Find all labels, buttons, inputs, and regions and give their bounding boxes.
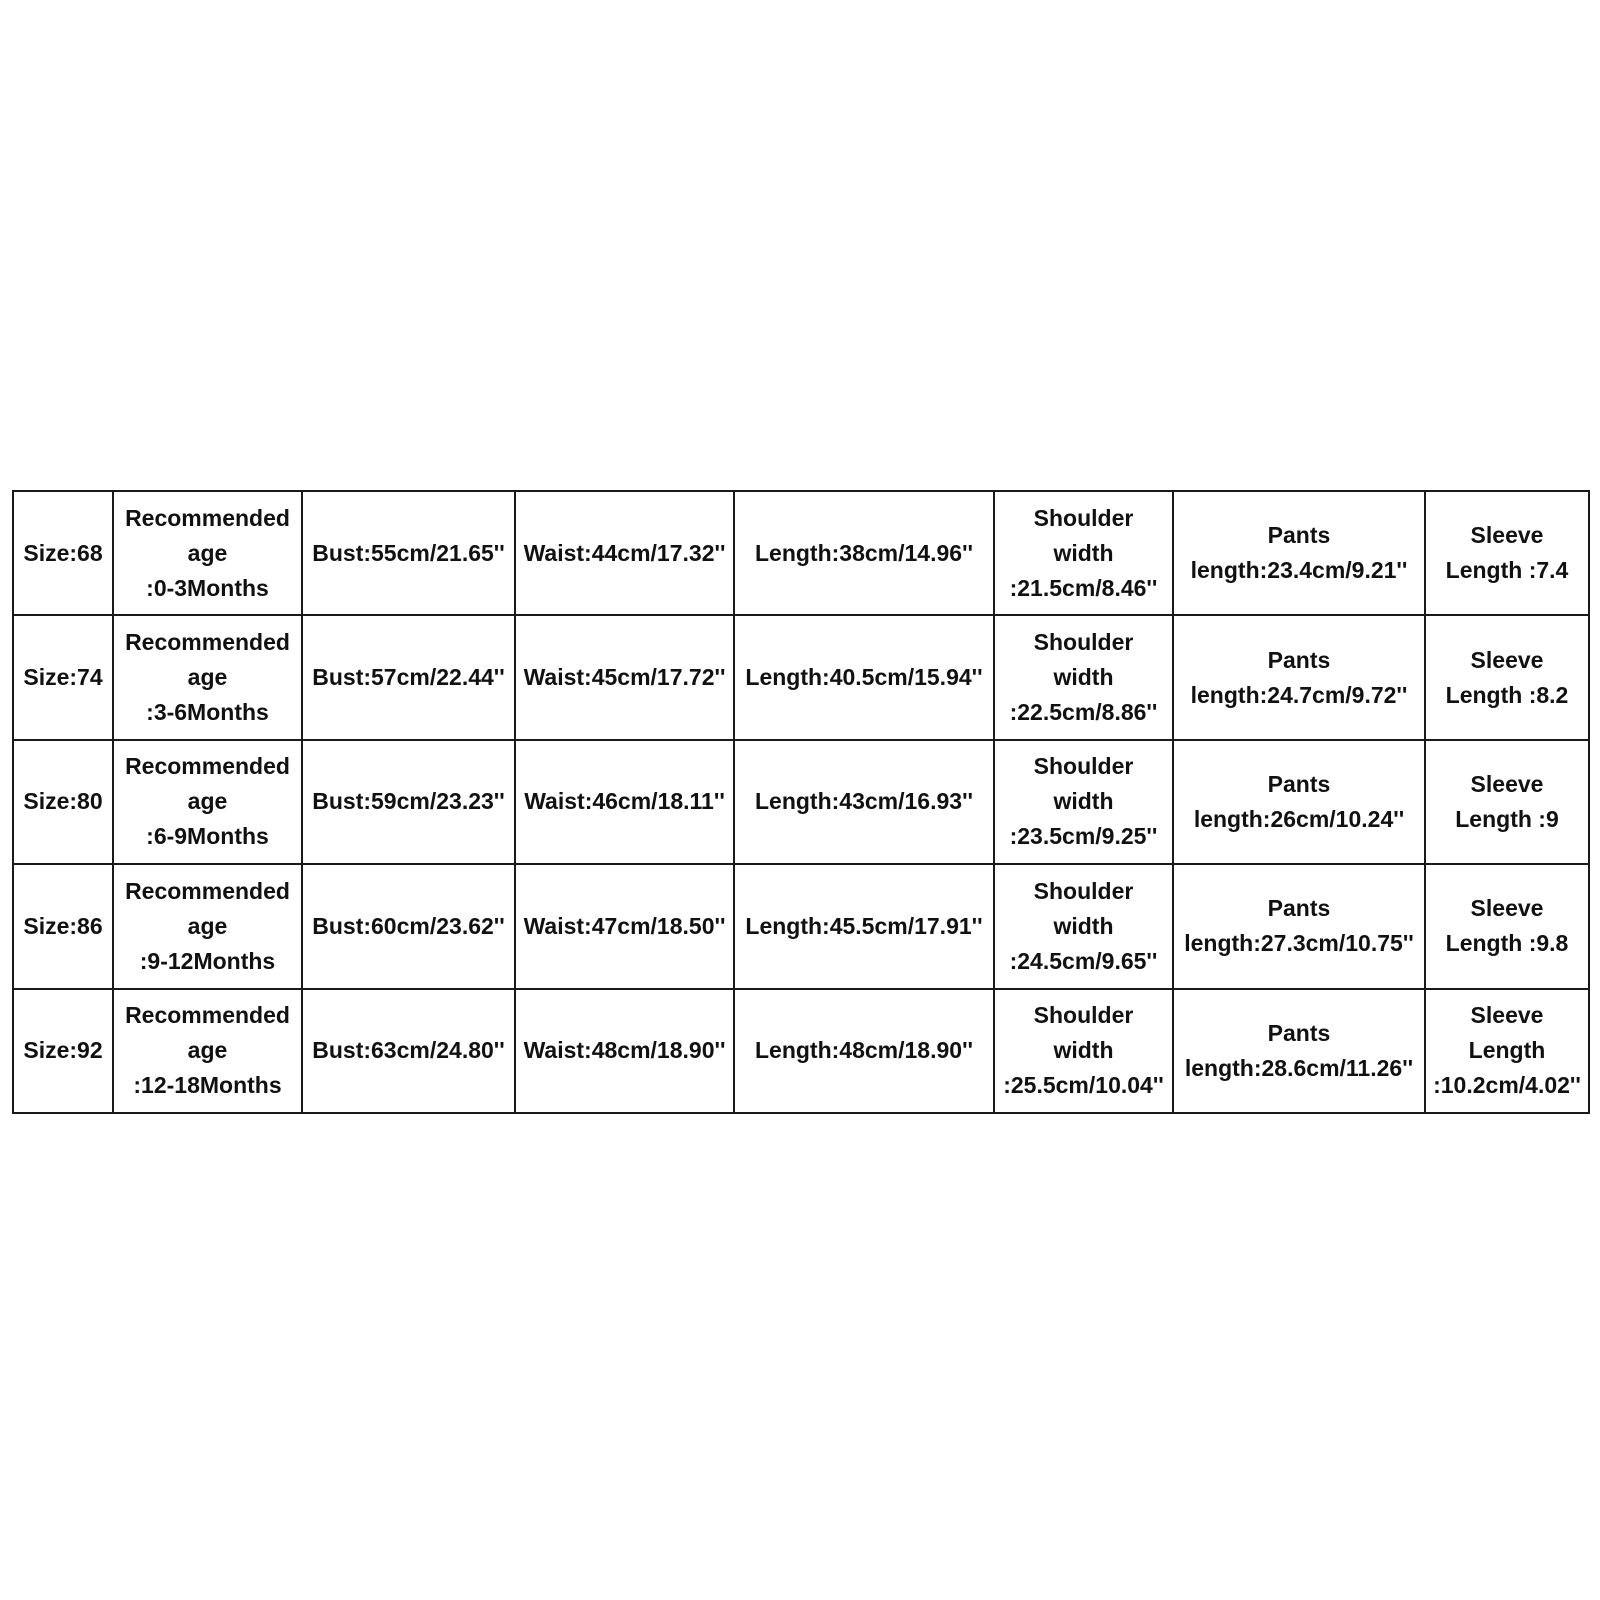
size-cell: Size:92: [13, 989, 113, 1113]
pants-length-cell-line: length:27.3cm/10.75'': [1184, 930, 1414, 957]
pants-length-cell-line: length:28.6cm/11.26'': [1184, 1054, 1414, 1081]
table-row: [13, 615, 1589, 739]
table-row: [13, 491, 1589, 615]
shoulder-width-cell-line: :23.5cm/9.25'': [1009, 823, 1158, 850]
pants-length-cell-line: Pants: [1267, 1019, 1331, 1046]
age-cell: [113, 491, 302, 615]
pants-length-cell-line: length:26cm/10.24'': [1193, 805, 1405, 832]
pants-length-cell-line: length:24.7cm/9.72'': [1190, 681, 1408, 708]
pants-length-cell-line: length:23.4cm/9.21'': [1190, 557, 1408, 584]
shoulder-width-cell-line: Shoulder: [1033, 753, 1134, 780]
waist-cell: Waist:46cm/18.11'': [515, 740, 734, 864]
sleeve-length-cell-line: Sleeve: [1470, 895, 1544, 922]
sleeve-length-cell-line: Sleeve: [1470, 522, 1544, 549]
bust-cell: Bust:55cm/21.65'': [302, 491, 515, 615]
shoulder-width-cell-line: :25.5cm/10.04'': [1003, 1072, 1164, 1099]
shoulder-width-cell: [994, 864, 1173, 988]
shoulder-width-cell-line: Shoulder: [1033, 629, 1134, 656]
age-cell-line: Recommended: [125, 877, 290, 904]
pants-length-cell: [1173, 740, 1425, 864]
sleeve-length-cell: [1425, 740, 1589, 864]
shoulder-width-cell: [994, 491, 1173, 615]
length-cell: Length:48cm/18.90'': [734, 989, 994, 1113]
pants-length-cell-line: Pants: [1267, 770, 1331, 797]
sleeve-length-cell: [1425, 989, 1589, 1113]
sleeve-length-cell-line: Length :8.2: [1445, 681, 1569, 708]
age-cell: [113, 740, 302, 864]
size-chart-table: [12, 490, 1590, 1114]
bust-cell: Bust:57cm/22.44'': [302, 615, 515, 739]
pants-length-cell: [1173, 491, 1425, 615]
age-cell-line: Recommended: [125, 504, 290, 531]
table-row: [13, 989, 1589, 1113]
shoulder-width-cell-line: width: [1053, 664, 1114, 691]
age-cell-line: age: [187, 539, 228, 566]
sleeve-length-cell-line: Length: [1468, 1037, 1546, 1064]
size-cell: Size:68: [13, 491, 113, 615]
pants-length-cell-line: Pants: [1267, 646, 1331, 673]
shoulder-width-cell: [994, 989, 1173, 1113]
size-cell: Size:86: [13, 864, 113, 988]
sleeve-length-cell: [1425, 864, 1589, 988]
length-cell: Length:43cm/16.93'': [734, 740, 994, 864]
waist-cell: Waist:45cm/17.72'': [515, 615, 734, 739]
length-cell: Length:40.5cm/15.94'': [734, 615, 994, 739]
length-cell: Length:38cm/14.96'': [734, 491, 994, 615]
age-cell-line: age: [187, 788, 228, 815]
pants-length-cell-line: Pants: [1267, 522, 1331, 549]
bust-cell: Bust:60cm/23.62'': [302, 864, 515, 988]
age-cell: [113, 615, 302, 739]
age-cell-line: Recommended: [125, 753, 290, 780]
table-row: [13, 740, 1589, 864]
sleeve-length-cell-line: Sleeve: [1470, 646, 1544, 673]
shoulder-width-cell-line: :21.5cm/8.46'': [1009, 574, 1158, 601]
shoulder-width-cell: [994, 615, 1173, 739]
age-cell-line: :0-3Months: [146, 574, 269, 601]
sleeve-length-cell-line: Length :9: [1455, 805, 1559, 832]
shoulder-width-cell-line: width: [1053, 788, 1114, 815]
age-cell-line: :12-18Months: [133, 1072, 282, 1099]
sleeve-length-cell-line: Length :9.8: [1445, 930, 1569, 957]
shoulder-width-cell-line: width: [1053, 1037, 1114, 1064]
shoulder-width-cell-line: Shoulder: [1033, 877, 1134, 904]
age-cell-line: Recommended: [125, 1002, 290, 1029]
age-cell: [113, 989, 302, 1113]
pants-length-cell: [1173, 615, 1425, 739]
shoulder-width-cell-line: Shoulder: [1033, 1002, 1134, 1029]
sleeve-length-cell: [1425, 615, 1589, 739]
size-cell: Size:80: [13, 740, 113, 864]
age-cell-line: :9-12Months: [139, 947, 276, 974]
age-cell-line: :3-6Months: [146, 699, 269, 726]
sleeve-length-cell-line: Sleeve: [1470, 1002, 1544, 1029]
length-cell: Length:45.5cm/17.91'': [734, 864, 994, 988]
shoulder-width-cell-line: width: [1053, 912, 1114, 939]
waist-cell: Waist:44cm/17.32'': [515, 491, 734, 615]
age-cell-line: age: [187, 1037, 228, 1064]
bust-cell: Bust:63cm/24.80'': [302, 989, 515, 1113]
shoulder-width-cell-line: :22.5cm/8.86'': [1009, 699, 1158, 726]
pants-length-cell: [1173, 989, 1425, 1113]
sleeve-length-cell-line: Sleeve: [1470, 770, 1544, 797]
age-cell-line: Recommended: [125, 629, 290, 656]
waist-cell: Waist:48cm/18.90'': [515, 989, 734, 1113]
age-cell-line: age: [187, 912, 228, 939]
table-row: [13, 864, 1589, 988]
sleeve-length-cell-line: Length :7.4: [1445, 557, 1569, 584]
age-cell: [113, 864, 302, 988]
pants-length-cell: [1173, 864, 1425, 988]
size-cell: Size:74: [13, 615, 113, 739]
pants-length-cell-line: Pants: [1267, 895, 1331, 922]
sleeve-length-cell-line: :10.2cm/4.02'': [1433, 1072, 1581, 1099]
bust-cell: Bust:59cm/23.23'': [302, 740, 515, 864]
size-chart-body: [13, 491, 1589, 1113]
shoulder-width-cell: [994, 740, 1173, 864]
shoulder-width-cell-line: :24.5cm/9.65'': [1009, 947, 1158, 974]
sleeve-length-cell: [1425, 491, 1589, 615]
age-cell-line: :6-9Months: [146, 823, 269, 850]
waist-cell: Waist:47cm/18.50'': [515, 864, 734, 988]
age-cell-line: age: [187, 664, 228, 691]
shoulder-width-cell-line: Shoulder: [1033, 504, 1134, 531]
shoulder-width-cell-line: width: [1053, 539, 1114, 566]
